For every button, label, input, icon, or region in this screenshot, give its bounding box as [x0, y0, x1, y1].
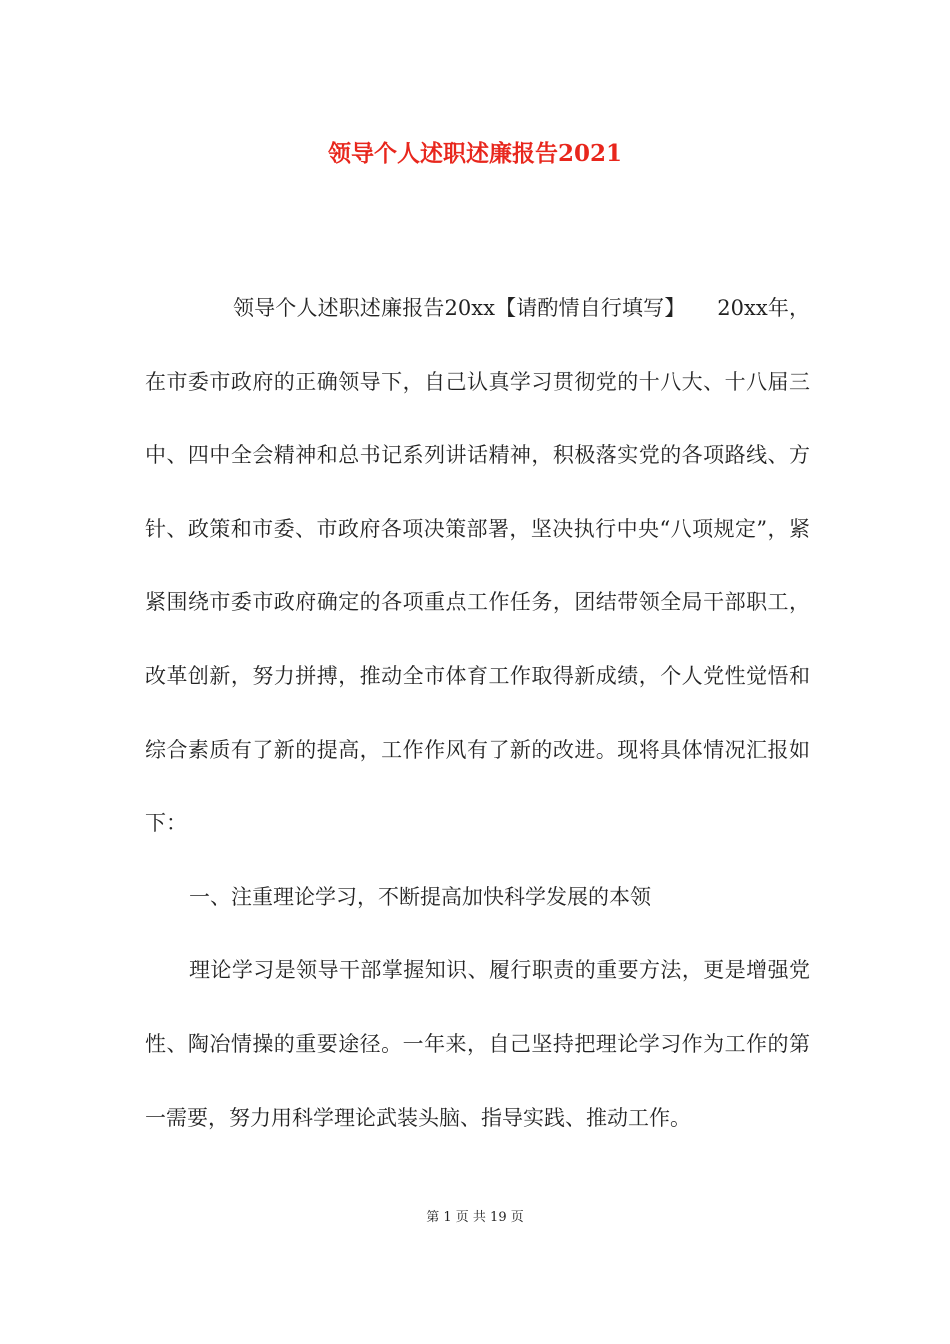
page-number: 第 1 页 共 19 页 [426, 1210, 524, 1225]
section-heading: 一、注重理论学习，不断提高加快科学发展的本领 [189, 884, 651, 909]
paragraph-intro: 领导个人述职述廉报告20xx【请酌情自行填写】 20xx年，在市委市政府的正确领导下，自己认真学习贯彻党的十八大、十八届三中、四中全会精神和总书记系列讲话精神，积极落实党的各项路线、方针、政策和市委、市政府各项决策部署，坚决执行中央“八项规定”，紧紧围绕市委市政府确定的各项重点工作任务，团结带领全局干部职工，改革创新，努力拼搏，推动全市体育工作取得新成绩，个人党性觉悟和综合素质有了新的提高，工作作风有了新的改进。现将具体情况汇报如下： [145, 296, 810, 836]
document-title: 领导个人述职述廉报告2021 [327, 140, 622, 167]
document-body [145, 272, 810, 1155]
paragraph-theory-study: 理论学习是领导干部掌握知识、履行职责的重要方法，更是增强党性、陶冶情操的重要途径。一年来，自己坚持把理论学习作为工作的第一需要，努力用科学理论武装头脑、指导实践、推动工作。 [145, 958, 810, 1130]
